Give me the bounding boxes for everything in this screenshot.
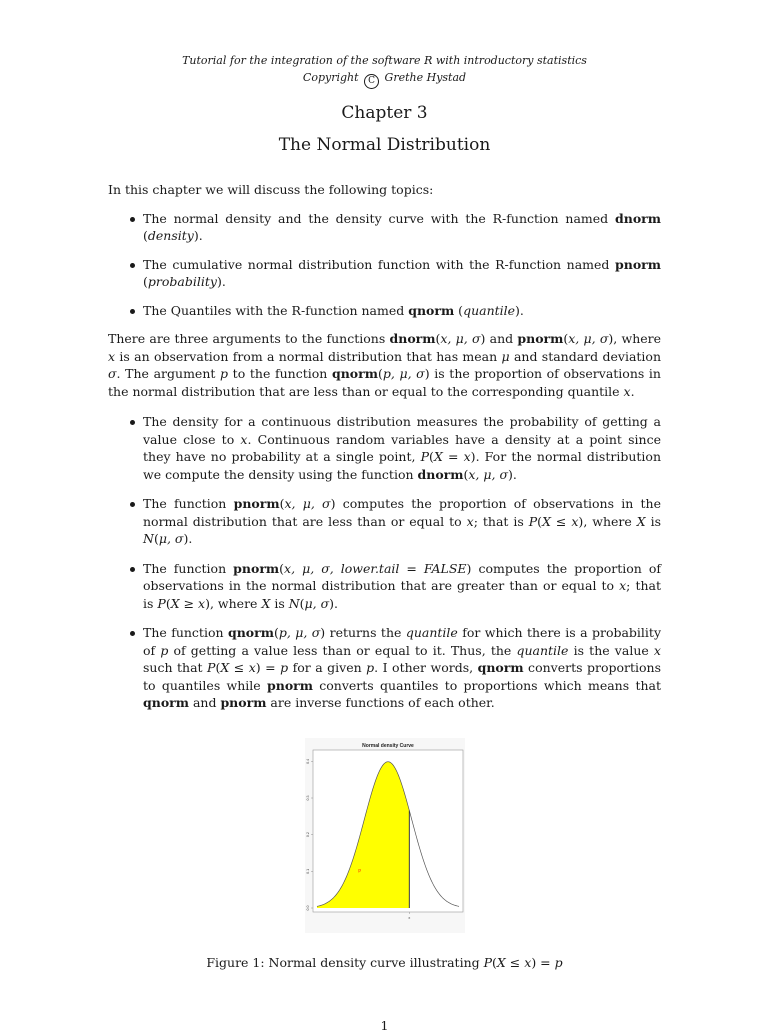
function-name: qnorm [408, 302, 455, 318]
math-run: x, μ, σ [440, 331, 481, 346]
list-item [108, 495, 661, 548]
text-run: and standard deviation [509, 348, 661, 364]
math-run: ) [330, 496, 336, 511]
math-run: ( [153, 531, 159, 546]
math-run: μ, σ [304, 595, 330, 611]
text-run: , where [209, 595, 262, 611]
math-run: ) [466, 560, 472, 576]
function-name: pnorm [220, 695, 267, 710]
list-item [108, 560, 661, 613]
details-list [108, 413, 661, 712]
text-run: Figure 1: Normal density curve illustrating [206, 954, 484, 970]
text-run: , where [583, 513, 637, 529]
function-name: qnorm [227, 625, 274, 640]
function-name: qnorm [477, 660, 524, 675]
text-run: . The argument [116, 366, 221, 381]
text-run: such that [143, 660, 208, 675]
text-run: The normal density and the density curve with the R-function named [143, 210, 616, 226]
math-run: ( [435, 331, 441, 346]
text-run: computes the proportion of observations in the normal distribution that are greater than or equal to [143, 560, 662, 593]
text-run: The function [143, 496, 234, 511]
topic-list [108, 210, 661, 320]
document-page [108, 52, 661, 1033]
math-run: μ, σ [158, 531, 184, 546]
list-item [108, 210, 661, 245]
math-run: ) [183, 531, 189, 546]
text-run: converts quantiles to proportions which means that [312, 677, 661, 693]
text-run: The Quantiles with the R-function named [143, 302, 409, 318]
math-run: p [160, 642, 169, 658]
text-run: computes the proportion of observations in the normal distribution that are less than or equal to [143, 496, 662, 529]
math-run: ) [480, 331, 486, 346]
math-run: ) [608, 331, 614, 346]
math-run: P [420, 449, 430, 464]
math-run: X [542, 513, 551, 529]
running-header [108, 52, 661, 89]
math-run: X [220, 660, 230, 675]
y-tick-label: 0.0 [305, 905, 310, 910]
list-item [108, 624, 661, 712]
text-run: , where [613, 331, 662, 346]
math-run: x [466, 513, 474, 529]
math-run: = [442, 449, 464, 464]
math-run: ( [279, 560, 285, 576]
text-run: . [512, 466, 517, 482]
math-run: X [636, 513, 646, 529]
math-run: ( [492, 954, 497, 970]
list-item-text [143, 257, 661, 290]
math-run: σ [108, 366, 117, 381]
text-run: ). [193, 228, 203, 243]
text-run: The function [143, 560, 234, 576]
y-tick-label: 0.3 [305, 795, 310, 800]
figure-caption [108, 955, 661, 970]
header-line-1: Tutorial for the integration of the software R with introductory statistics [182, 54, 587, 67]
text-run: The density for a continuous distribution measures the probability of getting a value close to [143, 414, 661, 447]
math-run: ) [320, 625, 326, 640]
copyright-icon: C [364, 74, 379, 89]
math-run: quantile [405, 625, 458, 640]
text-run: is an observation from a normal distribution that has mean [115, 348, 502, 364]
math-run: P [207, 660, 216, 675]
text-run: is the proportion of observations in the normal distribution that are less than or equal to the corresponding quantile [108, 366, 661, 399]
math-run: ≤ [229, 660, 249, 675]
math-run: x, μ, σ [468, 466, 508, 482]
bullet-icon [130, 309, 135, 314]
bullet-icon [130, 217, 135, 222]
math-run: ( [165, 595, 171, 611]
math-run: X [170, 595, 180, 611]
math-run: probability [147, 274, 217, 289]
math-run: ≤ [505, 954, 525, 970]
math-run: N [143, 531, 154, 546]
text-run: . I other words, [374, 660, 478, 675]
math-run: P [483, 954, 493, 970]
math-run: x [198, 595, 206, 611]
plot-title: Normal density Curve [361, 742, 414, 749]
function-name: qnorm [331, 366, 378, 381]
list-item-text [143, 561, 661, 611]
math-run: ) [424, 366, 430, 381]
bullet-icon [130, 567, 135, 572]
text-run: returns the [325, 625, 406, 640]
function-name: pnorm [266, 677, 313, 693]
list-item-text [143, 414, 661, 482]
math-run: ≤ [550, 513, 572, 529]
math-run: ) [329, 595, 335, 611]
math-run: P [157, 595, 166, 611]
text-run: The function [143, 625, 228, 640]
text-run: are inverse functions of each other. [266, 695, 495, 710]
math-run: ) = [255, 660, 281, 675]
text-run: for which there is a probability of [143, 625, 661, 658]
text-run: ; that is [473, 513, 529, 529]
list-item-text [143, 303, 524, 318]
text-run: to the function [228, 366, 332, 381]
list-item-text [143, 496, 661, 546]
text-run: . For the normal distribution we compute the density using the function [143, 449, 661, 482]
area-label: p [357, 866, 361, 872]
math-run: x [240, 431, 248, 447]
math-run: x, μ, σ [568, 331, 609, 346]
function-name: dnorm [417, 466, 464, 482]
arguments-paragraph [108, 330, 661, 400]
math-run: x [619, 578, 627, 593]
copyright-word: Copyright [302, 71, 359, 84]
function-name: pnorm [517, 331, 564, 346]
math-run: ( [463, 466, 469, 482]
bullet-icon [130, 631, 135, 636]
function-name: qnorm [143, 695, 189, 710]
text-run: . [188, 531, 193, 546]
list-item [108, 302, 661, 320]
y-tick-label: 0.1 [305, 868, 310, 874]
function-name: pnorm [615, 256, 661, 272]
author-name: Grethe Hystad [384, 71, 467, 84]
math-run: x [248, 660, 256, 675]
bullet-icon [130, 420, 135, 425]
text-run: for a given [288, 660, 367, 675]
list-item-text [143, 211, 661, 244]
math-run: p [220, 366, 229, 381]
math-run: ( [215, 660, 221, 675]
x-label: x [407, 915, 410, 920]
page-number: 1 [380, 1017, 389, 1033]
text-run: and [188, 695, 221, 710]
text-run: is [270, 595, 289, 611]
bullet-icon [130, 263, 135, 268]
math-run: p, μ, σ [382, 366, 425, 381]
chapter-number: Chapter 3 [341, 103, 428, 123]
math-run: FALSE [423, 560, 467, 576]
function-name: pnorm [233, 496, 280, 511]
math-run: ) [470, 449, 476, 464]
math-run: ) [205, 595, 210, 611]
chapter-title: The Normal Distribution [278, 135, 491, 155]
math-run: p, μ, σ [278, 625, 321, 640]
list-item [108, 413, 661, 483]
text-run: of getting a value less than or equal to it. Thus, the [168, 642, 517, 658]
list-item-text [143, 625, 661, 710]
math-run: x [108, 348, 116, 364]
text-run: ( [454, 302, 464, 318]
text-run: is [645, 513, 661, 529]
text-run: ). [515, 302, 524, 318]
text-run: ( [143, 228, 148, 243]
math-run: ( [279, 496, 285, 511]
math-run: quantile [516, 642, 569, 658]
math-run: density [147, 228, 194, 243]
text-run: There are three arguments to the functions [108, 331, 390, 346]
math-run: N [288, 595, 300, 611]
math-run: x [623, 383, 631, 399]
header-line-2 [108, 69, 661, 89]
math-run: μ [501, 348, 510, 364]
text-run: The cumulative normal distribution function with the R-function named [143, 256, 616, 272]
text-run: ( [143, 274, 148, 289]
function-name: dnorm [389, 331, 436, 346]
text-run: converts proportions to quantiles while [143, 660, 662, 693]
math-run: x [463, 449, 471, 464]
math-run: ( [273, 625, 279, 640]
math-run: x, μ, σ, lower.tail [284, 560, 400, 576]
math-run: x [653, 642, 661, 658]
math-run: ( [299, 595, 305, 611]
math-run: x, μ, σ [284, 496, 331, 511]
function-name: pnorm [233, 560, 280, 576]
math-run: X [433, 449, 443, 464]
figure-1 [108, 738, 661, 970]
y-tick-label: 0.2 [305, 831, 310, 837]
intro-sentence: In this chapter we will discuss the following topics: [108, 182, 434, 197]
math-run: = [399, 560, 424, 576]
math-run: quantile [463, 302, 516, 318]
math-run: ( [429, 449, 434, 464]
y-tick-label: 0.4 [305, 758, 310, 764]
bullet-icon [130, 502, 135, 507]
normal-density-plot [305, 738, 465, 933]
list-item [108, 256, 661, 291]
text-run: is the value [568, 642, 654, 658]
math-run: p [366, 660, 375, 675]
math-run: X [496, 954, 506, 970]
function-name: dnorm [615, 210, 661, 226]
text-run: . Continuous random variables have a density at a point since they have no probability at a single point, [143, 431, 661, 464]
math-run: p [554, 954, 563, 970]
math-run: p [280, 660, 289, 675]
math-run: x [524, 954, 532, 970]
math-run: ( [563, 331, 569, 346]
text-run: ). [216, 274, 226, 289]
text-run: . [334, 595, 339, 611]
math-run: P [528, 513, 538, 529]
math-run: ) [507, 466, 513, 482]
math-run: ≥ [179, 595, 199, 611]
math-run: ( [377, 366, 383, 381]
text-run: ; that is [143, 578, 661, 611]
math-run: X [261, 595, 271, 611]
math-run: ) = [531, 954, 555, 970]
math-run: ) [578, 513, 584, 529]
text-run: . [630, 383, 635, 399]
math-run: x [571, 513, 579, 529]
math-run: ( [537, 513, 543, 529]
text-run: and [485, 331, 518, 346]
